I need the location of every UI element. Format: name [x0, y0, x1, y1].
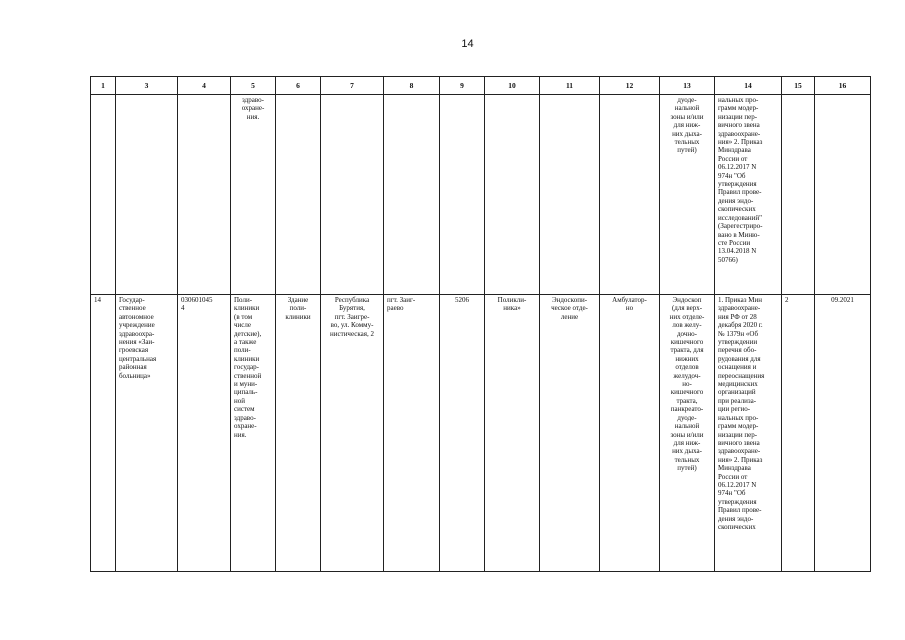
- cell-quantity: 2: [782, 295, 815, 572]
- cell-facility-type: здраво- охране- ния.: [231, 95, 276, 295]
- cell-number: [91, 95, 116, 295]
- cell-department: Эндоскопи- ческое отде- ление: [540, 295, 600, 572]
- cell-regulation: 1. Приказ Мин здравоохране- ния РФ от 28 декабря 2020 г. № 1379н «Об утверждении перечня обо- рудования для оснащения и переоснащения медицинских организаций при реализа- ции регио- нальных про- грамм модер- низации пер- вичного звена здравоохране- ния» 2. Приказ Минздрава России от 06.12.2017 N 974н "Об утверждения Правил прове- дения эндо- скопических: [715, 295, 782, 572]
- cell-number-9: 5206: [440, 295, 485, 572]
- header-cell: 16: [815, 77, 871, 95]
- header-cell: 10: [485, 77, 540, 95]
- equipment-table: [90, 76, 871, 572]
- cell-facility-type: Поли- клиники (в том числе детские), а также поли- клиники государ- ственной и муни- ципаль- ной систем здраво- охране- ния.: [231, 295, 276, 572]
- cell-number-9: [440, 95, 485, 295]
- header-cell: 13: [660, 77, 715, 95]
- cell-building: [276, 95, 321, 295]
- header-cell: 4: [178, 77, 231, 95]
- cell-care-form: [600, 95, 660, 295]
- header-cell: 11: [540, 77, 600, 95]
- cell-address: [321, 95, 384, 295]
- header-row: [91, 77, 871, 95]
- cell-address: Республика Бурятия, пгт. Заигре- во, ул. Комму- нистическая, 2: [321, 295, 384, 572]
- cell-number: 14: [91, 295, 116, 572]
- cell-organization: Государ- ственное автономное учреждение здравоохра- нения «Заи- гроевская центральная районная больница»: [116, 295, 178, 572]
- cell-settlement: пгт. Заиг- раево: [384, 295, 440, 572]
- cell-date: 09.2021: [815, 295, 871, 572]
- header-cell: 12: [600, 77, 660, 95]
- table-row: [91, 295, 871, 572]
- header-cell: 8: [384, 77, 440, 95]
- header-cell: 3: [116, 77, 178, 95]
- cell-unit: [485, 95, 540, 295]
- cell-unit: Поликли- ника»: [485, 295, 540, 572]
- cell-code: [178, 95, 231, 295]
- table-row: [91, 95, 871, 295]
- header-cell: 6: [276, 77, 321, 95]
- cell-date: [815, 95, 871, 295]
- cell-settlement: [384, 95, 440, 295]
- cell-code: 030601045 4: [178, 295, 231, 572]
- header-cell: 5: [231, 77, 276, 95]
- header-cell: 7: [321, 77, 384, 95]
- cell-quantity: [782, 95, 815, 295]
- page-number: 14: [461, 38, 474, 50]
- cell-regulation: нальных про- грамм модер- низации пер- вичного звена здравоохране- ния» 2. Приказ Минздрава России от 06.12.2017 N 974н "Об утверждения Правил прове- дения эндо- скопических исследований" (Зарегестриро- вано в Миню- сте России 13.04.2018 N 50766): [715, 95, 782, 295]
- cell-building: Здание поли- клиники: [276, 295, 321, 572]
- header-cell: 9: [440, 77, 485, 95]
- cell-equipment: Эндоскоп (для верх- них отделе- лов желу- дочно- кишечного тракта, для нижних отделов желудоч- но- кишечного тракта, панкреато- дуоде- нальной зоны и/или для ниж- них дыха- тельных путей): [660, 295, 715, 572]
- cell-department: [540, 95, 600, 295]
- cell-care-form: Амбулатор- но: [600, 295, 660, 572]
- header-cell: 15: [782, 77, 815, 95]
- header-cell: 14: [715, 77, 782, 95]
- cell-equipment: дуоде- нальной зоны и/или для ниж- них дыха- тельных путей): [660, 95, 715, 295]
- header-cell: 1: [91, 77, 116, 95]
- cell-organization: [116, 95, 178, 295]
